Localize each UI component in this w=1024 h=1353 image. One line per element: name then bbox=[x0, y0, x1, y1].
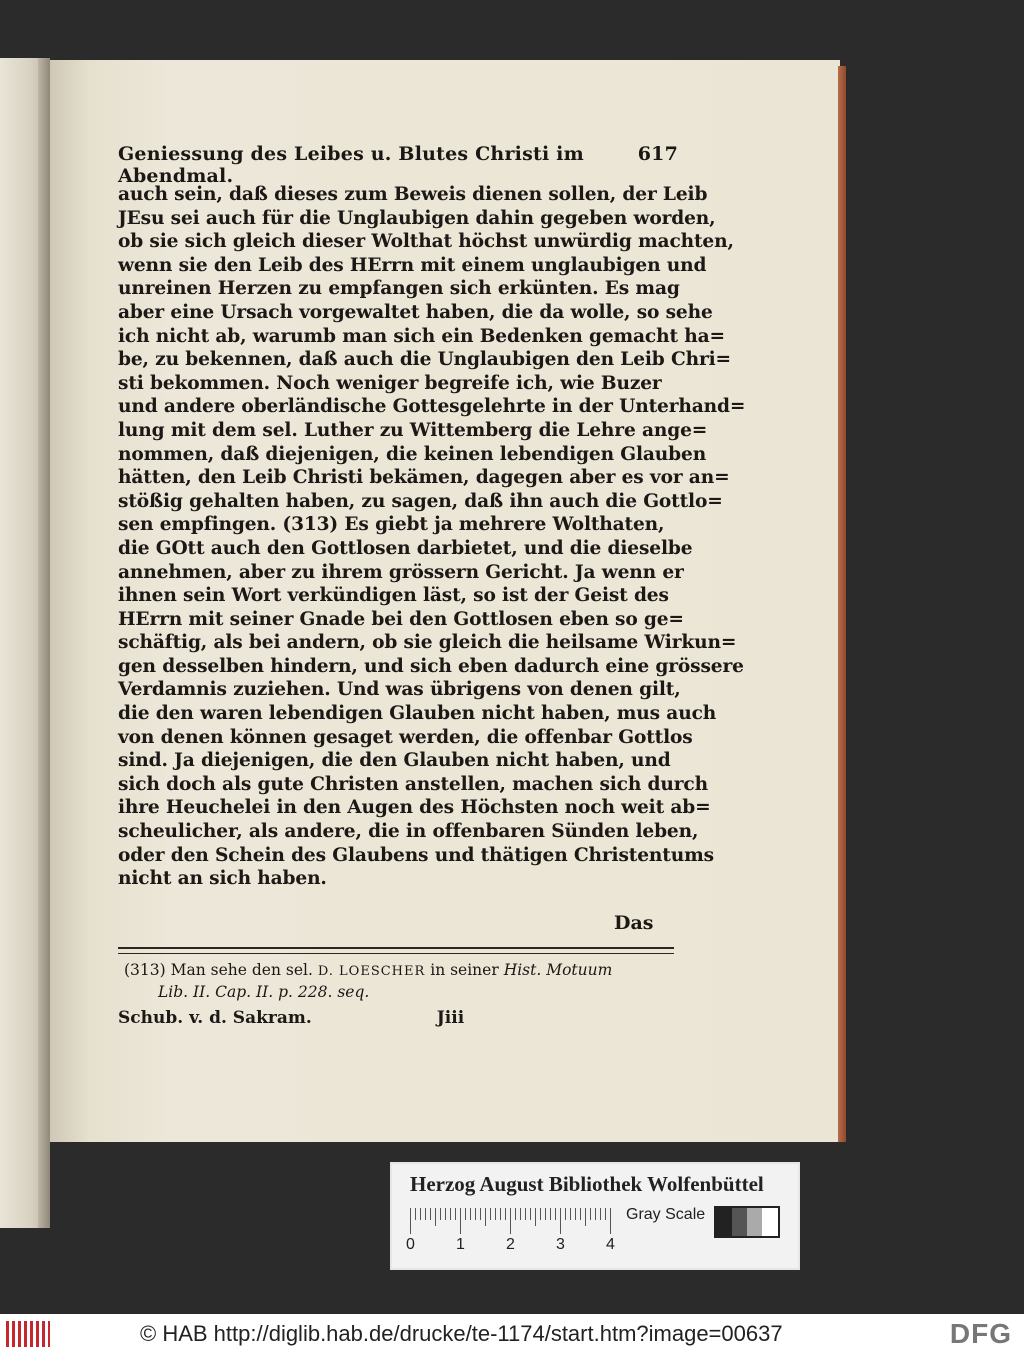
ruler-tick bbox=[580, 1208, 581, 1220]
text-line: nommen, daß diejenigen, die keinen lebendigen Glauben bbox=[118, 443, 707, 465]
ruler-tick bbox=[590, 1208, 591, 1220]
text-line: ihnen sein Wort verkündigen läst, so ist der Geist des bbox=[118, 585, 669, 607]
scale-number: 0 bbox=[406, 1236, 415, 1253]
book-binding bbox=[38, 58, 50, 1228]
footnote-line-2: Lib. II. Cap. II. p. 228. seq. bbox=[158, 983, 370, 1001]
ruler-tick bbox=[475, 1208, 476, 1220]
text-line: wenn sie den Leib des HErrn mit einem unglaubigen und bbox=[118, 254, 707, 276]
ruler-tick bbox=[545, 1208, 546, 1220]
hab-color-label bbox=[390, 1162, 800, 1270]
ruler-tick bbox=[600, 1208, 601, 1220]
ruler-tick bbox=[530, 1208, 531, 1220]
footnote-text-a: Man sehe den sel. bbox=[170, 961, 313, 979]
text-line: aber eine Ursach vorgewaltet haben, die da wolle, so sehe bbox=[118, 301, 713, 323]
dfg-logo: DFG bbox=[949, 1318, 1012, 1349]
ruler-tick bbox=[560, 1208, 561, 1234]
scale-ruler bbox=[410, 1208, 610, 1234]
text-line: von denen können gesaget werden, die offenbar Gottlos bbox=[118, 726, 693, 748]
running-head bbox=[118, 143, 678, 187]
ruler-tick bbox=[525, 1208, 526, 1220]
footnote-rule bbox=[118, 947, 674, 954]
text-line: JEsu sei auch für die Unglaubigen dahin gegeben worden, bbox=[118, 207, 716, 229]
text-line: unreinen Herzen zu empfangen sich erkünten. Es mag bbox=[118, 278, 680, 300]
text-line: und andere oberländische Gottesgelehrte in der Unterhand= bbox=[118, 396, 746, 418]
ruler-tick bbox=[420, 1208, 421, 1220]
ruler-tick bbox=[550, 1208, 551, 1220]
copyright-link[interactable]: © HAB http://diglib.hab.de/drucke/te-1174/start.htm?image=00637 bbox=[140, 1320, 783, 1346]
footnote bbox=[124, 960, 674, 1003]
ruler-tick bbox=[485, 1208, 486, 1226]
body-text bbox=[118, 183, 746, 891]
ruler-tick bbox=[480, 1208, 481, 1220]
ruler-tick bbox=[490, 1208, 491, 1220]
ruler-tick bbox=[510, 1208, 511, 1234]
text-line: sich doch als gute Christen anstellen, machen sich durch bbox=[118, 773, 708, 795]
ruler-tick bbox=[415, 1208, 416, 1220]
text-line: ihre Heuchelei in den Augen des Höchsten noch weit ab= bbox=[118, 797, 711, 819]
ruler-tick bbox=[540, 1208, 541, 1220]
scale-number: 4 bbox=[606, 1236, 615, 1253]
gray-scale-swatch bbox=[714, 1206, 780, 1238]
running-head-title: Geniessung des Leibes u. Blutes Christi im Abendmal. bbox=[118, 143, 584, 187]
text-line: scheulicher, als andere, die in offenbaren Sünden leben, bbox=[118, 821, 699, 843]
ruler-tick bbox=[445, 1208, 446, 1220]
footer-bar bbox=[0, 1314, 1024, 1353]
text-line: oder den Schein des Glaubens und thätigen Christentums bbox=[118, 844, 714, 866]
scale-number: 2 bbox=[506, 1236, 515, 1253]
text-line: hätten, den Leib Christi bekämen, dagegen aber es vor an= bbox=[118, 467, 730, 489]
ruler-tick bbox=[465, 1208, 466, 1220]
signature-left: Schub. v. d. Sakram. bbox=[118, 1008, 312, 1028]
text-line: schäftig, als bei andern, ob sie gleich die heilsame Wirkun= bbox=[118, 632, 737, 654]
text-line: die GOtt auch den Gottlosen darbietet, und die dieselbe bbox=[118, 537, 693, 559]
text-line: nicht an sich haben. bbox=[118, 868, 327, 890]
text-line: die den waren lebendigen Glauben nicht haben, mus auch bbox=[118, 703, 717, 725]
ruler-tick bbox=[455, 1208, 456, 1220]
ruler-tick bbox=[515, 1208, 516, 1220]
text-line: ich nicht ab, warumb man sich ein Bedenken gemacht ha= bbox=[118, 325, 725, 347]
ruler-tick bbox=[495, 1208, 496, 1220]
ruler-tick bbox=[555, 1208, 556, 1220]
scale-number: 1 bbox=[456, 1236, 465, 1253]
ruler-tick bbox=[520, 1208, 521, 1220]
ruler-tick bbox=[505, 1208, 506, 1220]
ruler-tick bbox=[450, 1208, 451, 1220]
page-number: 617 bbox=[637, 143, 678, 165]
scale-number: 3 bbox=[556, 1236, 565, 1253]
ruler-tick bbox=[440, 1208, 441, 1220]
text-line: sen empfingen. (313) Es giebt ja mehrere Wolthaten, bbox=[118, 514, 665, 536]
label-title: Herzog August Bibliothek Wolfenbüttel bbox=[410, 1172, 764, 1196]
footnote-text-b: in seiner bbox=[430, 961, 499, 979]
ruler-tick bbox=[610, 1208, 611, 1234]
gray-scale-label: Gray Scale bbox=[626, 1206, 706, 1223]
ruler-tick bbox=[500, 1208, 501, 1220]
ruler-tick bbox=[470, 1208, 471, 1220]
text-line: be, zu bekennen, daß auch die Unglaubigen den Leib Chri= bbox=[118, 349, 731, 371]
footnote-marker: (313) bbox=[124, 961, 166, 979]
left-page-edge bbox=[0, 58, 50, 1228]
text-line: stößig gehalten haben, zu sagen, daß ihn auch die Gottlo= bbox=[118, 490, 723, 512]
text-line: gen desselben hindern, und sich eben dadurch eine grössere bbox=[118, 655, 744, 677]
ruler-tick bbox=[585, 1208, 586, 1226]
ruler-tick bbox=[565, 1208, 566, 1220]
text-line: auch sein, daß dieses zum Beweis dienen sollen, der Leib bbox=[118, 184, 708, 205]
text-line: annehmen, aber zu ihrem grössern Gericht. Ja wenn er bbox=[118, 561, 684, 583]
text-line: ob sie sich gleich dieser Wolthat höchst unwürdig machten, bbox=[118, 231, 734, 253]
page-edge bbox=[838, 66, 846, 1142]
footnote-author: D. LOESCHER bbox=[317, 964, 426, 979]
ruler-tick bbox=[570, 1208, 571, 1220]
footnote-title: Hist. Motuum bbox=[503, 961, 613, 979]
text-line: Verdamnis zuziehen. Und was übrigens von denen gilt, bbox=[118, 679, 681, 701]
ruler-tick bbox=[410, 1208, 411, 1234]
ruler-tick bbox=[535, 1208, 536, 1226]
ruler-tick bbox=[595, 1208, 596, 1220]
text-line: sind. Ja diejenigen, die den Glauben nicht haben, und bbox=[118, 750, 671, 772]
footnote-line-1 bbox=[124, 960, 674, 982]
ruler-tick bbox=[435, 1208, 436, 1226]
signature-mark: Jiii bbox=[436, 1008, 465, 1028]
ruler-tick bbox=[430, 1208, 431, 1220]
text-line: lung mit dem sel. Luther zu Wittemberg die Lehre ange= bbox=[118, 419, 708, 441]
hab-logo-icon bbox=[6, 1321, 50, 1347]
ruler-tick bbox=[460, 1208, 461, 1234]
catchword: Das bbox=[614, 912, 654, 934]
signature-line bbox=[118, 1008, 518, 1028]
ruler-tick bbox=[605, 1208, 606, 1220]
text-line: HErrn mit seiner Gnade bei den Gottlosen eben so ge= bbox=[118, 608, 684, 630]
ruler-tick bbox=[425, 1208, 426, 1220]
ruler-tick bbox=[575, 1208, 576, 1220]
text-line: sti bekommen. Noch weniger begreife ich, wie Buzer bbox=[118, 372, 662, 394]
